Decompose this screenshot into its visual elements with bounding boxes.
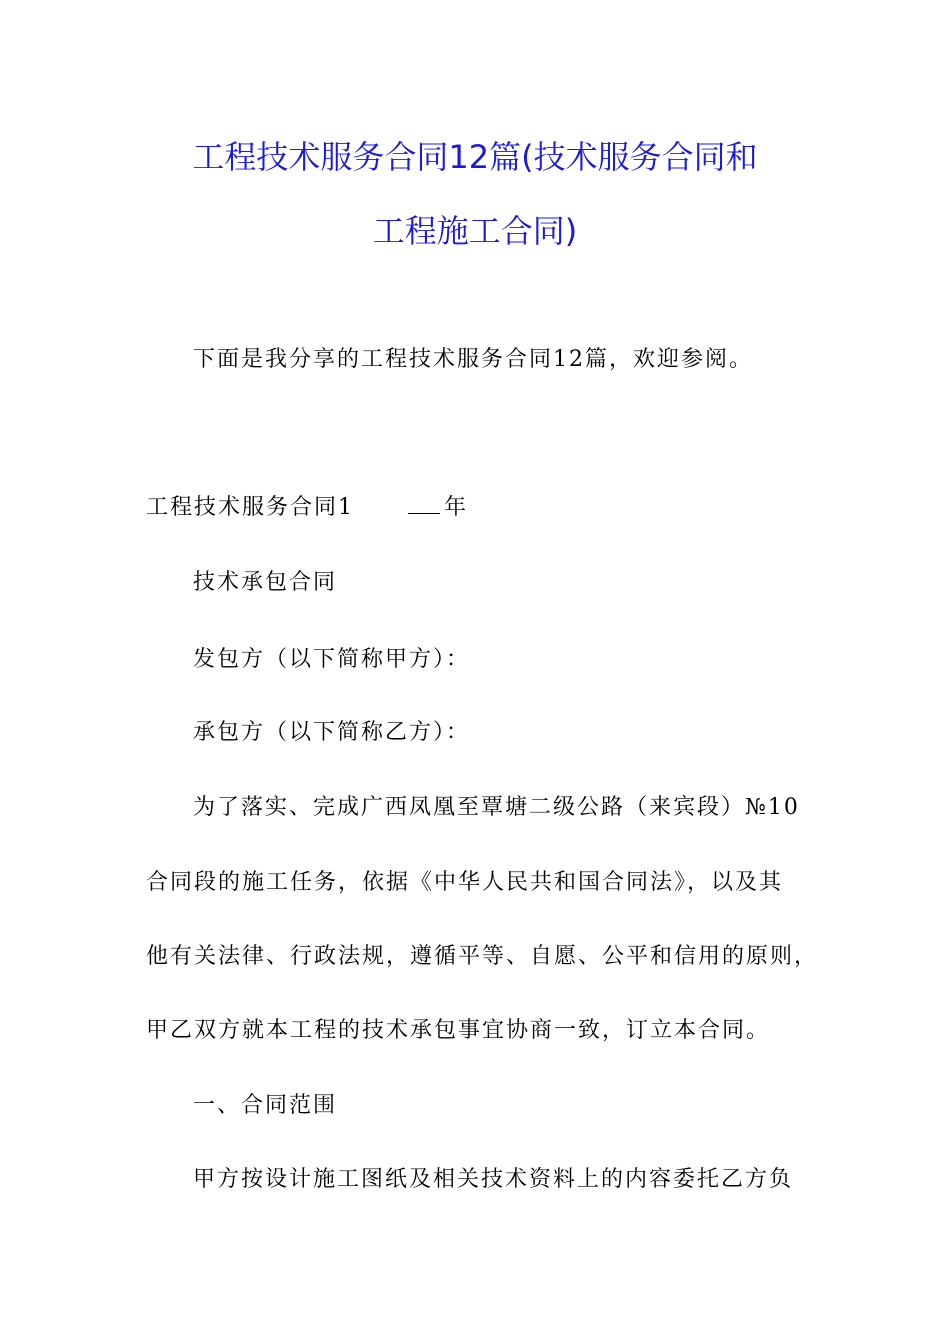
document-title-line-2: 工程施工合同) — [372, 212, 578, 250]
document-title-line-1: 工程技术服务合同12篇(技术服务合同和 — [192, 138, 758, 176]
section-heading-text: 工程技术服务合同1 — [146, 495, 354, 520]
intro-paragraph: 下面是我分享的工程技术服务合同12篇，欢迎参阅。 — [193, 347, 753, 372]
clause-1-heading: 一、合同范围 — [193, 1093, 338, 1118]
party-a-line: 发包方（以下简称甲方）： — [193, 647, 471, 672]
section-year-suffix: 年 — [444, 495, 469, 520]
body-line-3: 他有关法律、行政法规，遵循平等、自愿、公平和信用的原则， — [146, 944, 819, 969]
section-heading — [146, 494, 468, 522]
contract-subtitle: 技术承包合同 — [193, 570, 338, 595]
party-b-line: 承包方（以下简称乙方）： — [193, 720, 471, 745]
body-line-4: 甲乙双方就本工程的技术承包事宜协商一致，订立本合同。 — [146, 1018, 771, 1043]
body-line-1: 为了落实、完成广西凤凰至覃塘二级公路（来宾段）№10 — [193, 795, 800, 820]
body-line-2: 合同段的施工任务，依据《中华人民共和国合同法》，以及其 — [146, 870, 784, 895]
year-blank-line — [408, 495, 440, 514]
clause-1-text: 甲方按设计施工图纸及相关技术资料上的内容委托乙方负 — [193, 1167, 794, 1192]
